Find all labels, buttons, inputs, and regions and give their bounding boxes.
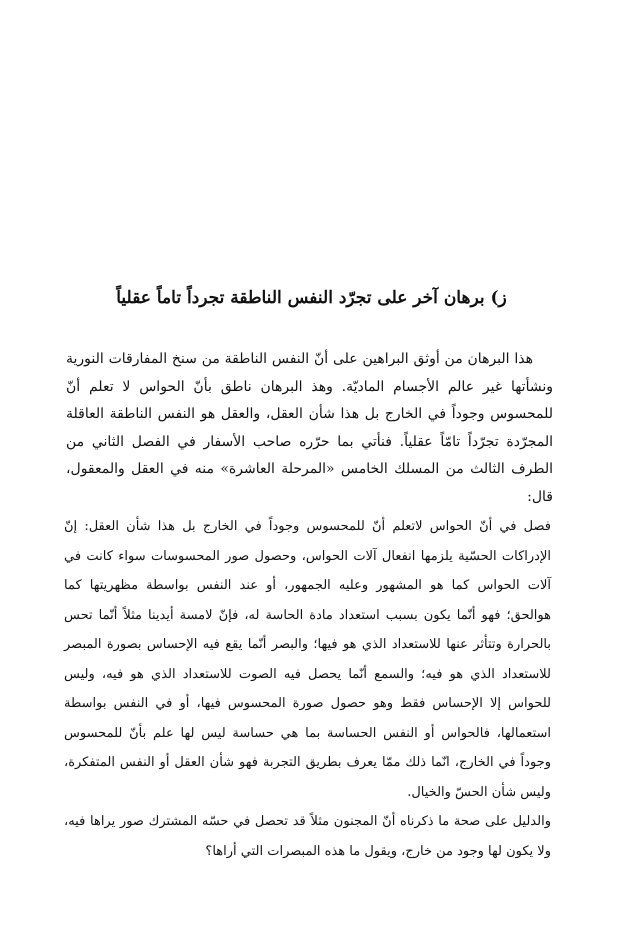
quoted-passage bbox=[64, 512, 551, 866]
body-text bbox=[66, 346, 553, 511]
quote-paragraph-1: فصل في أنّ الحواس لاتعلم أنّ للمحسوس وجوداً في الخارج بل هذا شأن العقل: إنّ الإدراكات الحسّية يلزمها انفعال آلات الحواس، وحصول صور المحسوسات سواء كانت في آلات الحواس كما هو المشهور وعليه الجمهور، أو عند النفس بواسطة مظهريتها كما هوالحق؛ فهو أنّما يكون بسبب استعداد مادة الحاسة له، فإنّ لامسة أيدينا مثلاً أنّما تحس بالحرارة وتتأثر عنها للاستعداد الذي هو فيها؛ والبصر أنّما يقع فيه الإحساس بصورة المبصر للاستعداد الذي هو فيه؛ والسمع أنّما يحصل فيه الصوت للاستعداد الذي هو فيه، وليس للحواس إلا الإحساس فقط وهو حصول صورة المحسوس فيها، أو في النفس بواسطة استعمالها، فالحواس أو النفس الحساسة بما هي حساسة ليس لها علم بأنّ للمحسوس وجوداً في الخارج، انّما ذلك ممّا يعرف بطريق التجربة فهو شأن العقل أو النفس المتفكرة، وليس شأن الحسّ والخيال. bbox=[64, 519, 551, 800]
section-heading: ز) برهان آخر على تجرّد النفس الناطقة تجرداً تاماً عقلياً bbox=[116, 288, 507, 308]
main-paragraph: هذا البرهان من أوثق البراهين على أنّ النفس الناطقة من سنخ المفارقات النورية ونشأتها غير عالم الأجسام الماديّة. وهذ البرهان ناطق بأنّ الحواس لا تعلم أنّ للمحسوس وجوداً في الخارج بل هذا شأن العقل، والعقل هو النفس الناطقة العاقلة المجرّدة تجرّداً تامّاً عقلياً. فنأتي بما حرّره صاحب الأسفار في الفصل الثاني من الطرف الثالث من المسلك الخامس «المرحلة العاشرة» منه في العقل والمعقول، قال: bbox=[66, 351, 553, 505]
quote-paragraph-2: والدليل على صحة ما ذكرناه أنّ المجنون مثلاً قد تحصل في حسّه المشترك صور يراها فيه، ولا يكون لها وجود من خارج، ويقول ما هذه المبصرات التي أراها؟ bbox=[64, 814, 551, 859]
